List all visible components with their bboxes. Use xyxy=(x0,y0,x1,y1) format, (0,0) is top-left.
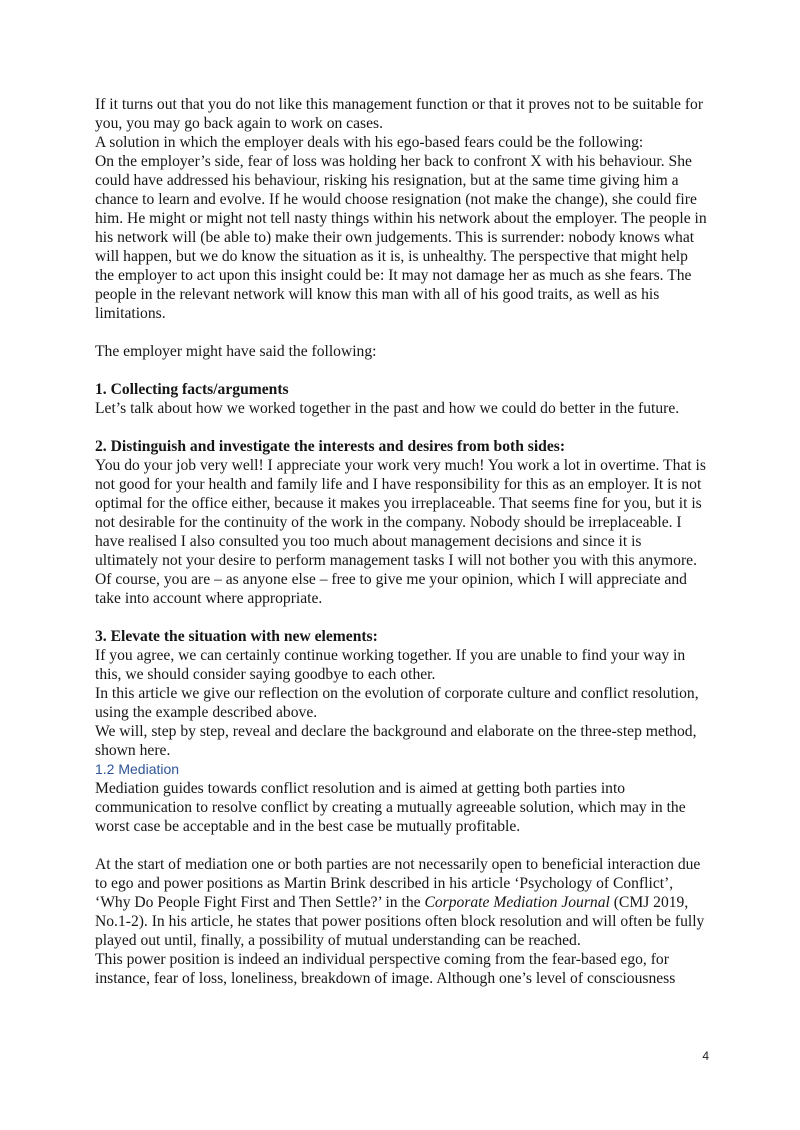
mediation-paragraph-2-text-a: At the start of mediation one or both parties are not necessarily open to beneficial interaction due to ego and power positions as Martin Brink described in his article ‘Psychology of Conflict’, ‘Why Do People Fight First and Then Settle?’ in the xyxy=(95,856,701,911)
step-1-heading: 1. Collecting facts/arguments xyxy=(95,381,289,398)
journal-title: Corporate Mediation Journal xyxy=(424,894,610,911)
employer-said-paragraph: The employer might have said the following: xyxy=(95,343,377,360)
mediation-paragraph-1: Mediation guides towards conflict resolution and is aimed at getting both parties into communication to resolve conflict by creating a mutually agreeable solution, which may in the worst case be acceptable and in the best case be mutually profitable. xyxy=(95,780,686,835)
mediation-paragraph-2-text-b: (CMJ 2019, No.1-2). In his article, he states that power positions often block resolution and will often be fully played out until, finally, a possibility of mutual understanding can be reached. xyxy=(95,894,705,949)
employer-perspective-paragraph: On the employer’s side, fear of loss was holding her back to confront X with his behaviour. She could have addressed his behaviour, risking his resignation, but at the same time giving him a chance to learn and evolve. If he would choose resignation (not make the change), she could fire him. He might or might not tell nasty things within his network about the employer. The people in his network will (be able to) make their own judgements. This is surrender: nobody knows what will happen, but we do know the situation as it is, is unhealthy. The perspective that might help the employer to act upon this insight could be: It may not damage her as much as she fears. The people in the relevant network will know this man with all of his good traits, as well as his limitations. xyxy=(95,153,707,322)
solution-intro: A solution in which the employer deals with his ego-based fears could be the following: xyxy=(95,134,644,151)
method-paragraph: We will, step by step, reveal and declare the background and elaborate on the three-step method, shown here. xyxy=(95,723,697,759)
page-body xyxy=(95,95,707,988)
mediation-paragraph-2 xyxy=(95,855,707,950)
step-3-heading: 3. Elevate the situation with new elements: xyxy=(95,628,378,645)
intro-paragraph: If it turns out that you do not like this management function or that it proves not to be suitable for you, you may go back again to work on cases. xyxy=(95,96,704,132)
mediation-paragraph-3: This power position is indeed an individual perspective coming from the fear-based ego, for instance, fear of loss, loneliness, breakdown of image. Although one’s level of consciousness xyxy=(95,951,676,987)
step-3-text: If you agree, we can certainly continue working together. If you are unable to find your way in this, we should consider saying goodbye to each other. xyxy=(95,647,686,683)
step-2-text: You do your job very well! I appreciate your work very much! You work a lot in overtime. That is not good for your health and family life and I have responsibility for this as an employer. It is not optimal for the office either, because it makes you irreplaceable. That seems fine for you, but it is not desirable for the continuity of the work in the company. Nobody should be irreplaceable. I have realised I also consulted you too much about management decisions and since it is ultimately not your desire to perform management tasks I will not bother you with this anymore. Of course, you are – as anyone else – free to give me your opinion, which I will appreciate and take into account where appropriate. xyxy=(95,457,706,607)
step-2-heading: 2. Distinguish and investigate the interests and desires from both sides: xyxy=(95,438,566,455)
section-heading-mediation: 1.2 Mediation xyxy=(95,761,180,777)
article-reflection-paragraph: In this article we give our reflection on the evolution of corporate culture and conflict resolution, using the example described above. xyxy=(95,685,699,721)
page-number: 4 xyxy=(702,1049,709,1063)
step-1-text: Let’s talk about how we worked together in the past and how we could do better in the future. xyxy=(95,400,680,417)
